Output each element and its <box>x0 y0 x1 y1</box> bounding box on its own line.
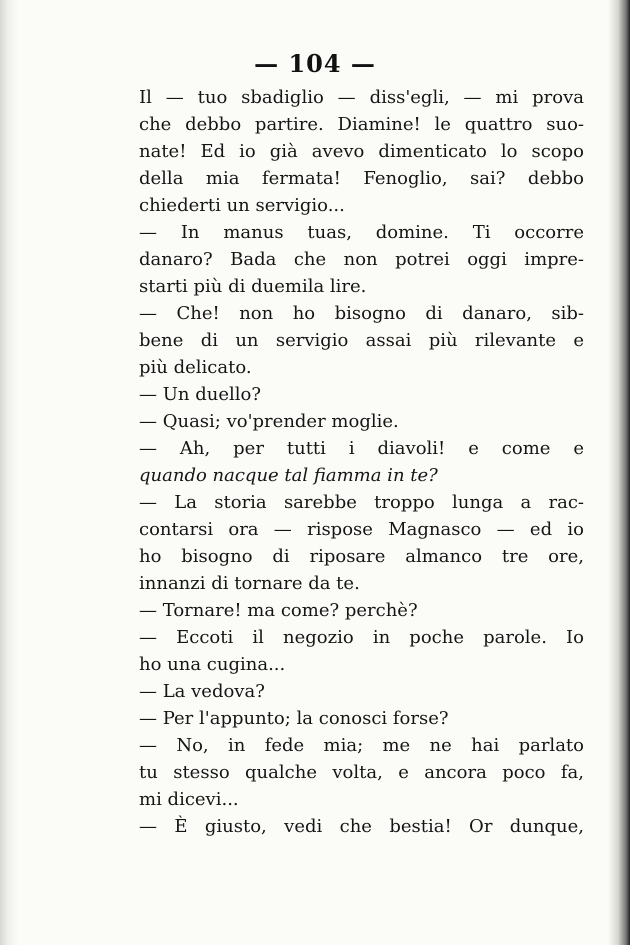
text-line: ho una cugina... <box>139 654 286 675</box>
text-line: — Ah, per tutti i diavoli! e come e <box>139 438 584 459</box>
text-line: mi dicevi... <box>139 789 239 810</box>
text-line: tu stesso qualche volta, e ancora poco fa, <box>139 762 584 783</box>
text-line: starti più di duemila lire. <box>139 276 367 297</box>
text-line: — In manus tuas, domine. Ti occorre <box>139 222 584 243</box>
text-line: — Tornare! ma come? perchè? <box>139 600 418 621</box>
page-number: — 104 — <box>254 49 376 78</box>
body-text <box>139 84 584 840</box>
text-line: quando nacque tal fiamma in te? <box>139 465 438 486</box>
text-line: della mia fermata! Fenoglio, sai? debbo <box>139 168 584 189</box>
text-line: contarsi ora — rispose Magnasco — ed io <box>139 519 584 540</box>
text-line: che debbo partire. Diamine! le quattro suo- <box>139 114 584 135</box>
text-line: — No, in fede mia; me ne hai parlato <box>139 735 584 756</box>
text-line: — Per l'appunto; la conosci forse? <box>139 708 449 729</box>
text-line: nate! Ed io già avevo dimenticato lo scopo <box>139 141 584 162</box>
text-line: — Quasi; vo'prender moglie. <box>139 411 399 432</box>
page-left-edge <box>0 0 18 945</box>
text-line: — Un duello? <box>139 384 261 405</box>
text-line: — La vedova? <box>139 681 265 702</box>
text-line: — La storia sarebbe troppo lunga a rac- <box>139 492 584 513</box>
text-line: danaro? Bada che non potrei oggi impre- <box>139 249 584 270</box>
text-line: più delicato. <box>139 357 252 378</box>
text-line: ho bisogno di riposare almanco tre ore, <box>139 546 584 567</box>
page-right-edge <box>608 0 630 945</box>
text-line: — Che! non ho bisogno di danaro, sib- <box>139 303 584 324</box>
text-line: bene di un servigio assai più rilevante e <box>139 330 584 351</box>
text-line: chiederti un servigio... <box>139 195 345 216</box>
text-line: innanzi di tornare da te. <box>139 573 360 594</box>
text-line: — È giusto, vedi che bestia! Or dunque, <box>139 816 584 837</box>
text-line: — Eccoti il negozio in poche parole. Io <box>139 627 584 648</box>
text-line: Il — tuo sbadiglio — diss'egli, — mi prova <box>139 87 584 108</box>
